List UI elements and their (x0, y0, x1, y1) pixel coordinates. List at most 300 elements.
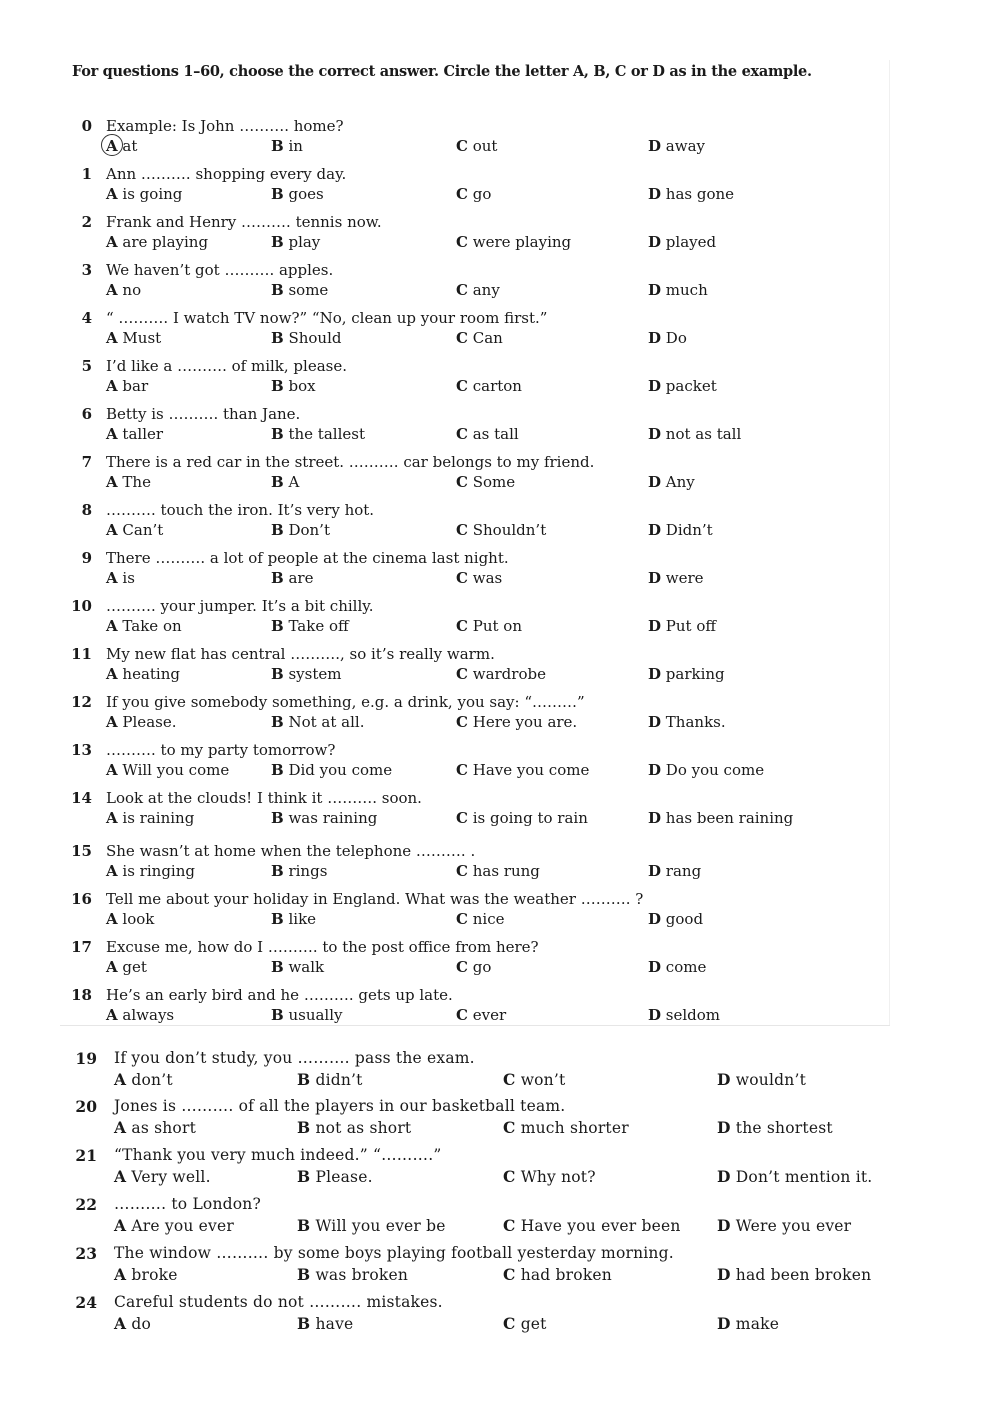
option-d[interactable] (648, 425, 741, 443)
option-d[interactable] (648, 761, 764, 779)
option-a[interactable] (106, 473, 151, 491)
option-letter: A (106, 958, 118, 976)
option-letter: B (271, 761, 284, 779)
option-b[interactable] (271, 958, 324, 976)
option-letter-wrap (648, 761, 661, 779)
option-text: get (122, 958, 147, 976)
option-b[interactable] (271, 713, 364, 731)
option-letter: A (106, 425, 118, 443)
option-letter: D (648, 233, 662, 251)
option-text: Here you are. (472, 713, 578, 731)
option-b[interactable] (271, 425, 365, 443)
option-a[interactable] (106, 958, 147, 976)
option-letter-wrap (271, 281, 284, 299)
question-stem: Example: Is John ………. home? (106, 117, 344, 135)
option-text: make (735, 1315, 780, 1333)
option-letter: C (456, 809, 468, 827)
option-letter-wrap (271, 713, 284, 731)
option-b[interactable] (271, 569, 313, 587)
option-text: as tall (472, 425, 519, 443)
question-stem: We haven’t got ………. apples. (106, 261, 334, 279)
option-b[interactable] (297, 1216, 446, 1235)
option-a[interactable] (106, 137, 137, 155)
question-stem: I’d like a ………. of milk, please. (106, 357, 347, 375)
option-text: Did you come (288, 761, 393, 779)
option-letter: A (114, 1070, 127, 1089)
option-letter-wrap (648, 569, 661, 587)
option-letter: B (271, 569, 284, 587)
option-a[interactable] (106, 713, 176, 731)
option-letter-wrap (503, 1118, 516, 1137)
option-letter: D (648, 958, 662, 976)
option-letter-wrap (503, 1314, 516, 1333)
question-number: 4 (81, 309, 92, 327)
option-letter: B (271, 665, 284, 683)
option-text: has rung (472, 862, 540, 880)
option-a[interactable] (114, 1070, 173, 1089)
option-letter: C (456, 617, 468, 635)
option-text: not as short (315, 1119, 412, 1137)
option-a[interactable] (106, 809, 194, 827)
option-text: bar (122, 377, 149, 395)
option-letter-wrap (503, 1265, 516, 1284)
option-text: A (288, 473, 300, 491)
option-letter-wrap (106, 713, 118, 731)
option-letter: B (271, 281, 284, 299)
option-text: Will you ever be (315, 1217, 446, 1235)
option-letter-wrap (456, 761, 468, 779)
question-stem: ………. to London? (114, 1195, 261, 1213)
option-a[interactable] (106, 521, 163, 539)
question-stem: He’s an early bird and he ………. gets up late. (106, 986, 453, 1004)
option-d[interactable] (648, 1006, 720, 1024)
question-number: 19 (75, 1049, 97, 1068)
option-letter: C (456, 185, 468, 203)
option-c[interactable] (503, 1070, 565, 1089)
option-text: had broken (520, 1266, 612, 1284)
option-d[interactable] (717, 1314, 779, 1333)
option-c[interactable] (456, 521, 546, 539)
option-a[interactable] (106, 1006, 174, 1024)
instructions: For questions 1–60, choose the correct answer. Circle the letter A, B, C or D as in the example. (72, 63, 812, 80)
question-number: 23 (75, 1244, 97, 1263)
option-c[interactable] (503, 1314, 547, 1333)
option-letter: A (114, 1314, 127, 1333)
option-b[interactable] (297, 1118, 411, 1137)
option-c[interactable] (456, 281, 500, 299)
option-letter: B (271, 910, 284, 928)
option-c[interactable] (456, 713, 577, 731)
option-letter: B (271, 425, 284, 443)
option-letter: C (456, 521, 468, 539)
option-d[interactable] (717, 1265, 871, 1284)
section-edge (889, 60, 890, 1025)
option-a[interactable] (114, 1265, 178, 1284)
option-text: good (665, 910, 704, 928)
question-stem: There is a red car in the street. ………. car belongs to my friend. (106, 453, 595, 471)
option-a[interactable] (114, 1216, 234, 1235)
option-letter: D (717, 1070, 731, 1089)
option-letter: A (106, 761, 118, 779)
option-text: walk (288, 958, 325, 976)
option-text: rings (288, 862, 328, 880)
question-number: 12 (71, 693, 92, 711)
question-stem: Tell me about your holiday in England. What was the weather ………. ? (106, 890, 644, 908)
option-b[interactable] (297, 1167, 373, 1186)
option-b[interactable] (271, 185, 324, 203)
option-letter: B (271, 617, 284, 635)
option-text: Do you come (665, 761, 765, 779)
option-letter: B (271, 185, 284, 203)
question-number: 15 (71, 842, 92, 860)
option-c[interactable] (456, 233, 571, 251)
option-letter: A (106, 910, 118, 928)
option-text: didn’t (315, 1071, 363, 1089)
option-d[interactable] (648, 137, 705, 155)
option-c[interactable] (503, 1216, 681, 1235)
option-letter: C (456, 137, 468, 155)
option-b[interactable] (271, 617, 349, 635)
option-text: much shorter (520, 1119, 629, 1137)
option-letter: D (648, 665, 662, 683)
option-c[interactable] (456, 1006, 506, 1024)
option-b[interactable] (271, 761, 392, 779)
question-number: 3 (81, 261, 92, 279)
question-stem: ………. touch the iron. It’s very hot. (106, 501, 375, 519)
option-b[interactable] (271, 1006, 343, 1024)
option-text: The (122, 473, 151, 491)
option-letter-wrap (271, 910, 284, 928)
question-stem: If you give somebody something, e.g. a drink, you say: “………” (106, 693, 585, 711)
option-b[interactable] (297, 1265, 408, 1284)
option-letter-wrap (648, 233, 661, 251)
option-a[interactable] (106, 377, 148, 395)
option-letter: C (503, 1265, 516, 1284)
question-number: 20 (75, 1097, 97, 1116)
option-letter-wrap (456, 185, 468, 203)
option-letter-wrap (106, 425, 118, 443)
option-d[interactable] (648, 233, 716, 251)
option-a[interactable] (106, 569, 135, 587)
option-letter: B (271, 233, 284, 251)
option-letter-wrap (114, 1167, 126, 1186)
option-letter: B (271, 862, 284, 880)
question-number: 18 (71, 986, 92, 1004)
option-text: are playing (122, 233, 209, 251)
option-text: is (122, 569, 135, 587)
option-letter: A (106, 185, 118, 203)
option-b[interactable] (297, 1314, 353, 1333)
option-c[interactable] (503, 1167, 596, 1186)
option-letter: A (106, 809, 118, 827)
option-a[interactable] (106, 425, 163, 443)
option-letter: B (271, 713, 284, 731)
option-letter-wrap (106, 569, 118, 587)
option-a[interactable] (106, 281, 141, 299)
question-stem: Jones is ………. of all the players in our basketball team. (114, 1097, 566, 1115)
option-text: Put off (665, 617, 717, 635)
option-d[interactable] (648, 569, 704, 587)
question-stem: Frank and Henry ………. tennis now. (106, 213, 382, 231)
option-b[interactable] (271, 233, 320, 251)
option-letter: B (271, 958, 284, 976)
question-number: 10 (71, 597, 92, 615)
option-letter: C (456, 425, 468, 443)
option-text: played (665, 233, 717, 251)
option-d[interactable] (717, 1118, 833, 1137)
option-letter: A (106, 665, 118, 683)
option-letter-wrap (271, 377, 284, 395)
option-d[interactable] (648, 377, 717, 395)
question-stem: My new flat has central ………., so it’s really warm. (106, 645, 495, 663)
option-a[interactable] (106, 910, 154, 928)
option-letter: C (503, 1314, 516, 1333)
option-letter-wrap (717, 1070, 731, 1089)
option-b[interactable] (271, 862, 327, 880)
option-letter-wrap (106, 665, 118, 683)
option-letter-wrap (271, 958, 284, 976)
option-c[interactable] (456, 910, 504, 928)
question-number: 21 (75, 1146, 97, 1165)
option-a[interactable] (114, 1314, 151, 1333)
option-letter: C (456, 233, 468, 251)
option-text: seldom (665, 1006, 721, 1024)
option-letter: C (456, 713, 468, 731)
option-text: had been broken (735, 1266, 872, 1284)
option-letter: A (106, 617, 118, 635)
option-text: has been raining (665, 809, 794, 827)
option-d[interactable] (648, 958, 706, 976)
option-d[interactable] (717, 1167, 872, 1186)
question-stem: Betty is ………. than Jane. (106, 405, 301, 423)
option-letter-wrap (297, 1265, 310, 1284)
option-b[interactable] (271, 137, 303, 155)
option-d[interactable] (648, 473, 695, 491)
option-d[interactable] (648, 617, 716, 635)
option-text: as short (131, 1119, 197, 1137)
option-c[interactable] (456, 425, 519, 443)
section-divider (60, 1025, 890, 1026)
option-letter: B (271, 473, 284, 491)
option-letter-wrap (456, 425, 468, 443)
option-letter-wrap (271, 761, 284, 779)
option-letter-wrap (456, 569, 468, 587)
option-text: nice (472, 910, 505, 928)
option-d[interactable] (648, 185, 734, 203)
option-d[interactable] (648, 281, 708, 299)
option-letter: D (717, 1265, 731, 1284)
option-letter: B (297, 1070, 311, 1089)
option-letter-wrap (106, 761, 118, 779)
option-c[interactable] (456, 329, 503, 347)
option-letter: A (114, 1216, 127, 1235)
option-a[interactable] (106, 862, 195, 880)
option-letter-wrap (648, 665, 661, 683)
option-c[interactable] (456, 617, 522, 635)
question-stem: She wasn’t at home when the telephone ………. . (106, 842, 476, 860)
option-text: like (288, 910, 317, 928)
option-text: Take on (122, 617, 182, 635)
option-letter-wrap (456, 665, 468, 683)
option-text: parking (665, 665, 725, 683)
option-text: Should (288, 329, 342, 347)
option-a[interactable] (106, 233, 208, 251)
option-letter: D (648, 281, 662, 299)
question-stem: Careful students do not ………. mistakes. (114, 1293, 443, 1311)
option-a[interactable] (114, 1118, 196, 1137)
option-b[interactable] (297, 1070, 363, 1089)
option-a[interactable] (106, 665, 180, 683)
option-text: packet (665, 377, 717, 395)
question-stem: “ ………. I watch TV now?” “No, clean up your room first.” (106, 309, 548, 327)
option-letter: B (271, 521, 284, 539)
option-c[interactable] (456, 137, 497, 155)
option-text: goes (288, 185, 324, 203)
question-number: 14 (71, 789, 92, 807)
option-text: Have you ever been (520, 1217, 681, 1235)
option-letter-wrap (648, 617, 661, 635)
question-number: 7 (81, 453, 92, 471)
option-letter: D (717, 1118, 731, 1137)
option-a[interactable] (106, 185, 182, 203)
option-b[interactable] (271, 377, 316, 395)
option-letter: D (648, 137, 662, 155)
option-letter-wrap (106, 521, 118, 539)
option-c[interactable] (456, 473, 515, 491)
option-letter: D (648, 862, 662, 880)
option-letter-wrap (271, 862, 284, 880)
option-d[interactable] (717, 1070, 806, 1089)
option-d[interactable] (717, 1216, 851, 1235)
option-letter-wrap (503, 1216, 516, 1235)
option-c[interactable] (456, 185, 491, 203)
option-letter-wrap (648, 185, 661, 203)
option-letter-wrap (648, 137, 661, 155)
option-text: Can’t (122, 521, 164, 539)
option-text: Must (122, 329, 162, 347)
option-d[interactable] (648, 521, 713, 539)
question-number: 24 (75, 1293, 97, 1312)
option-letter-wrap (648, 1006, 661, 1024)
option-letter: D (648, 377, 662, 395)
option-text: wardrobe (472, 665, 546, 683)
option-c[interactable] (456, 761, 589, 779)
option-letter-wrap (456, 473, 468, 491)
option-d[interactable] (648, 862, 701, 880)
option-b[interactable] (271, 910, 316, 928)
option-letter-wrap (717, 1314, 731, 1333)
option-letter-wrap (648, 473, 661, 491)
option-letter-wrap (271, 329, 284, 347)
option-letter: D (648, 1006, 662, 1024)
option-d[interactable] (648, 665, 725, 683)
option-letter-wrap (456, 910, 468, 928)
option-letter: D (717, 1216, 731, 1235)
option-text: Don’t mention it. (735, 1168, 873, 1186)
option-d[interactable] (648, 329, 687, 347)
option-letter: B (297, 1314, 311, 1333)
option-a[interactable] (106, 761, 229, 779)
option-letter: A (106, 329, 118, 347)
option-b[interactable] (271, 521, 330, 539)
option-text: get (520, 1315, 547, 1333)
option-c[interactable] (456, 862, 540, 880)
question-stem: There ………. a lot of people at the cinema last night. (106, 549, 509, 567)
option-letter-wrap (106, 281, 118, 299)
option-letter: C (503, 1118, 516, 1137)
option-b[interactable] (271, 809, 377, 827)
question-number: 17 (71, 938, 92, 956)
option-a[interactable] (114, 1167, 211, 1186)
option-text: play (288, 233, 321, 251)
option-letter: D (648, 617, 662, 635)
option-letter: D (648, 713, 662, 731)
option-text: look (122, 910, 155, 928)
option-text: is ringing (122, 862, 195, 880)
option-d[interactable] (648, 910, 703, 928)
option-letter-wrap (456, 137, 468, 155)
question-number: 1 (81, 165, 92, 183)
question-stem: Ann ………. shopping every day. (106, 165, 347, 183)
option-d[interactable] (648, 713, 726, 731)
option-text: Didn’t (665, 521, 713, 539)
question-stem: Excuse me, how do I ………. to the post office from here? (106, 938, 539, 956)
option-c[interactable] (456, 958, 491, 976)
option-letter: A (106, 473, 118, 491)
option-letter-wrap (648, 521, 661, 539)
option-letter-wrap (456, 377, 468, 395)
option-letter-wrap (271, 185, 284, 203)
option-letter-wrap (271, 665, 284, 683)
option-c[interactable] (456, 809, 588, 827)
option-b[interactable] (271, 329, 342, 347)
question-number: 22 (75, 1195, 97, 1214)
option-b[interactable] (271, 473, 299, 491)
option-letter-wrap (106, 617, 118, 635)
option-letter: C (503, 1070, 516, 1089)
option-text: was raining (288, 809, 378, 827)
option-c[interactable] (456, 569, 502, 587)
option-c[interactable] (456, 377, 522, 395)
option-letter-wrap (271, 809, 284, 827)
option-text: Take off (288, 617, 349, 635)
option-letter: D (648, 473, 662, 491)
option-letter-wrap (106, 862, 118, 880)
option-letter-wrap (503, 1070, 516, 1089)
option-letter-wrap (106, 137, 118, 155)
option-a[interactable] (106, 617, 182, 635)
option-letter-wrap (717, 1216, 731, 1235)
option-c[interactable] (503, 1265, 612, 1284)
option-d[interactable] (648, 809, 793, 827)
option-letter-wrap (456, 281, 468, 299)
option-letter: B (297, 1167, 311, 1186)
option-letter-wrap (114, 1265, 126, 1284)
option-c[interactable] (456, 665, 546, 683)
option-text: do (131, 1315, 152, 1333)
option-b[interactable] (271, 665, 341, 683)
option-text: Were you ever (735, 1217, 852, 1235)
option-b[interactable] (271, 281, 328, 299)
option-a[interactable] (106, 329, 161, 347)
option-letter: C (456, 281, 468, 299)
option-letter-wrap (456, 617, 468, 635)
option-c[interactable] (503, 1118, 629, 1137)
option-letter: A (114, 1167, 127, 1186)
option-text: rang (665, 862, 702, 880)
option-text: was (472, 569, 503, 587)
option-text: were (665, 569, 704, 587)
